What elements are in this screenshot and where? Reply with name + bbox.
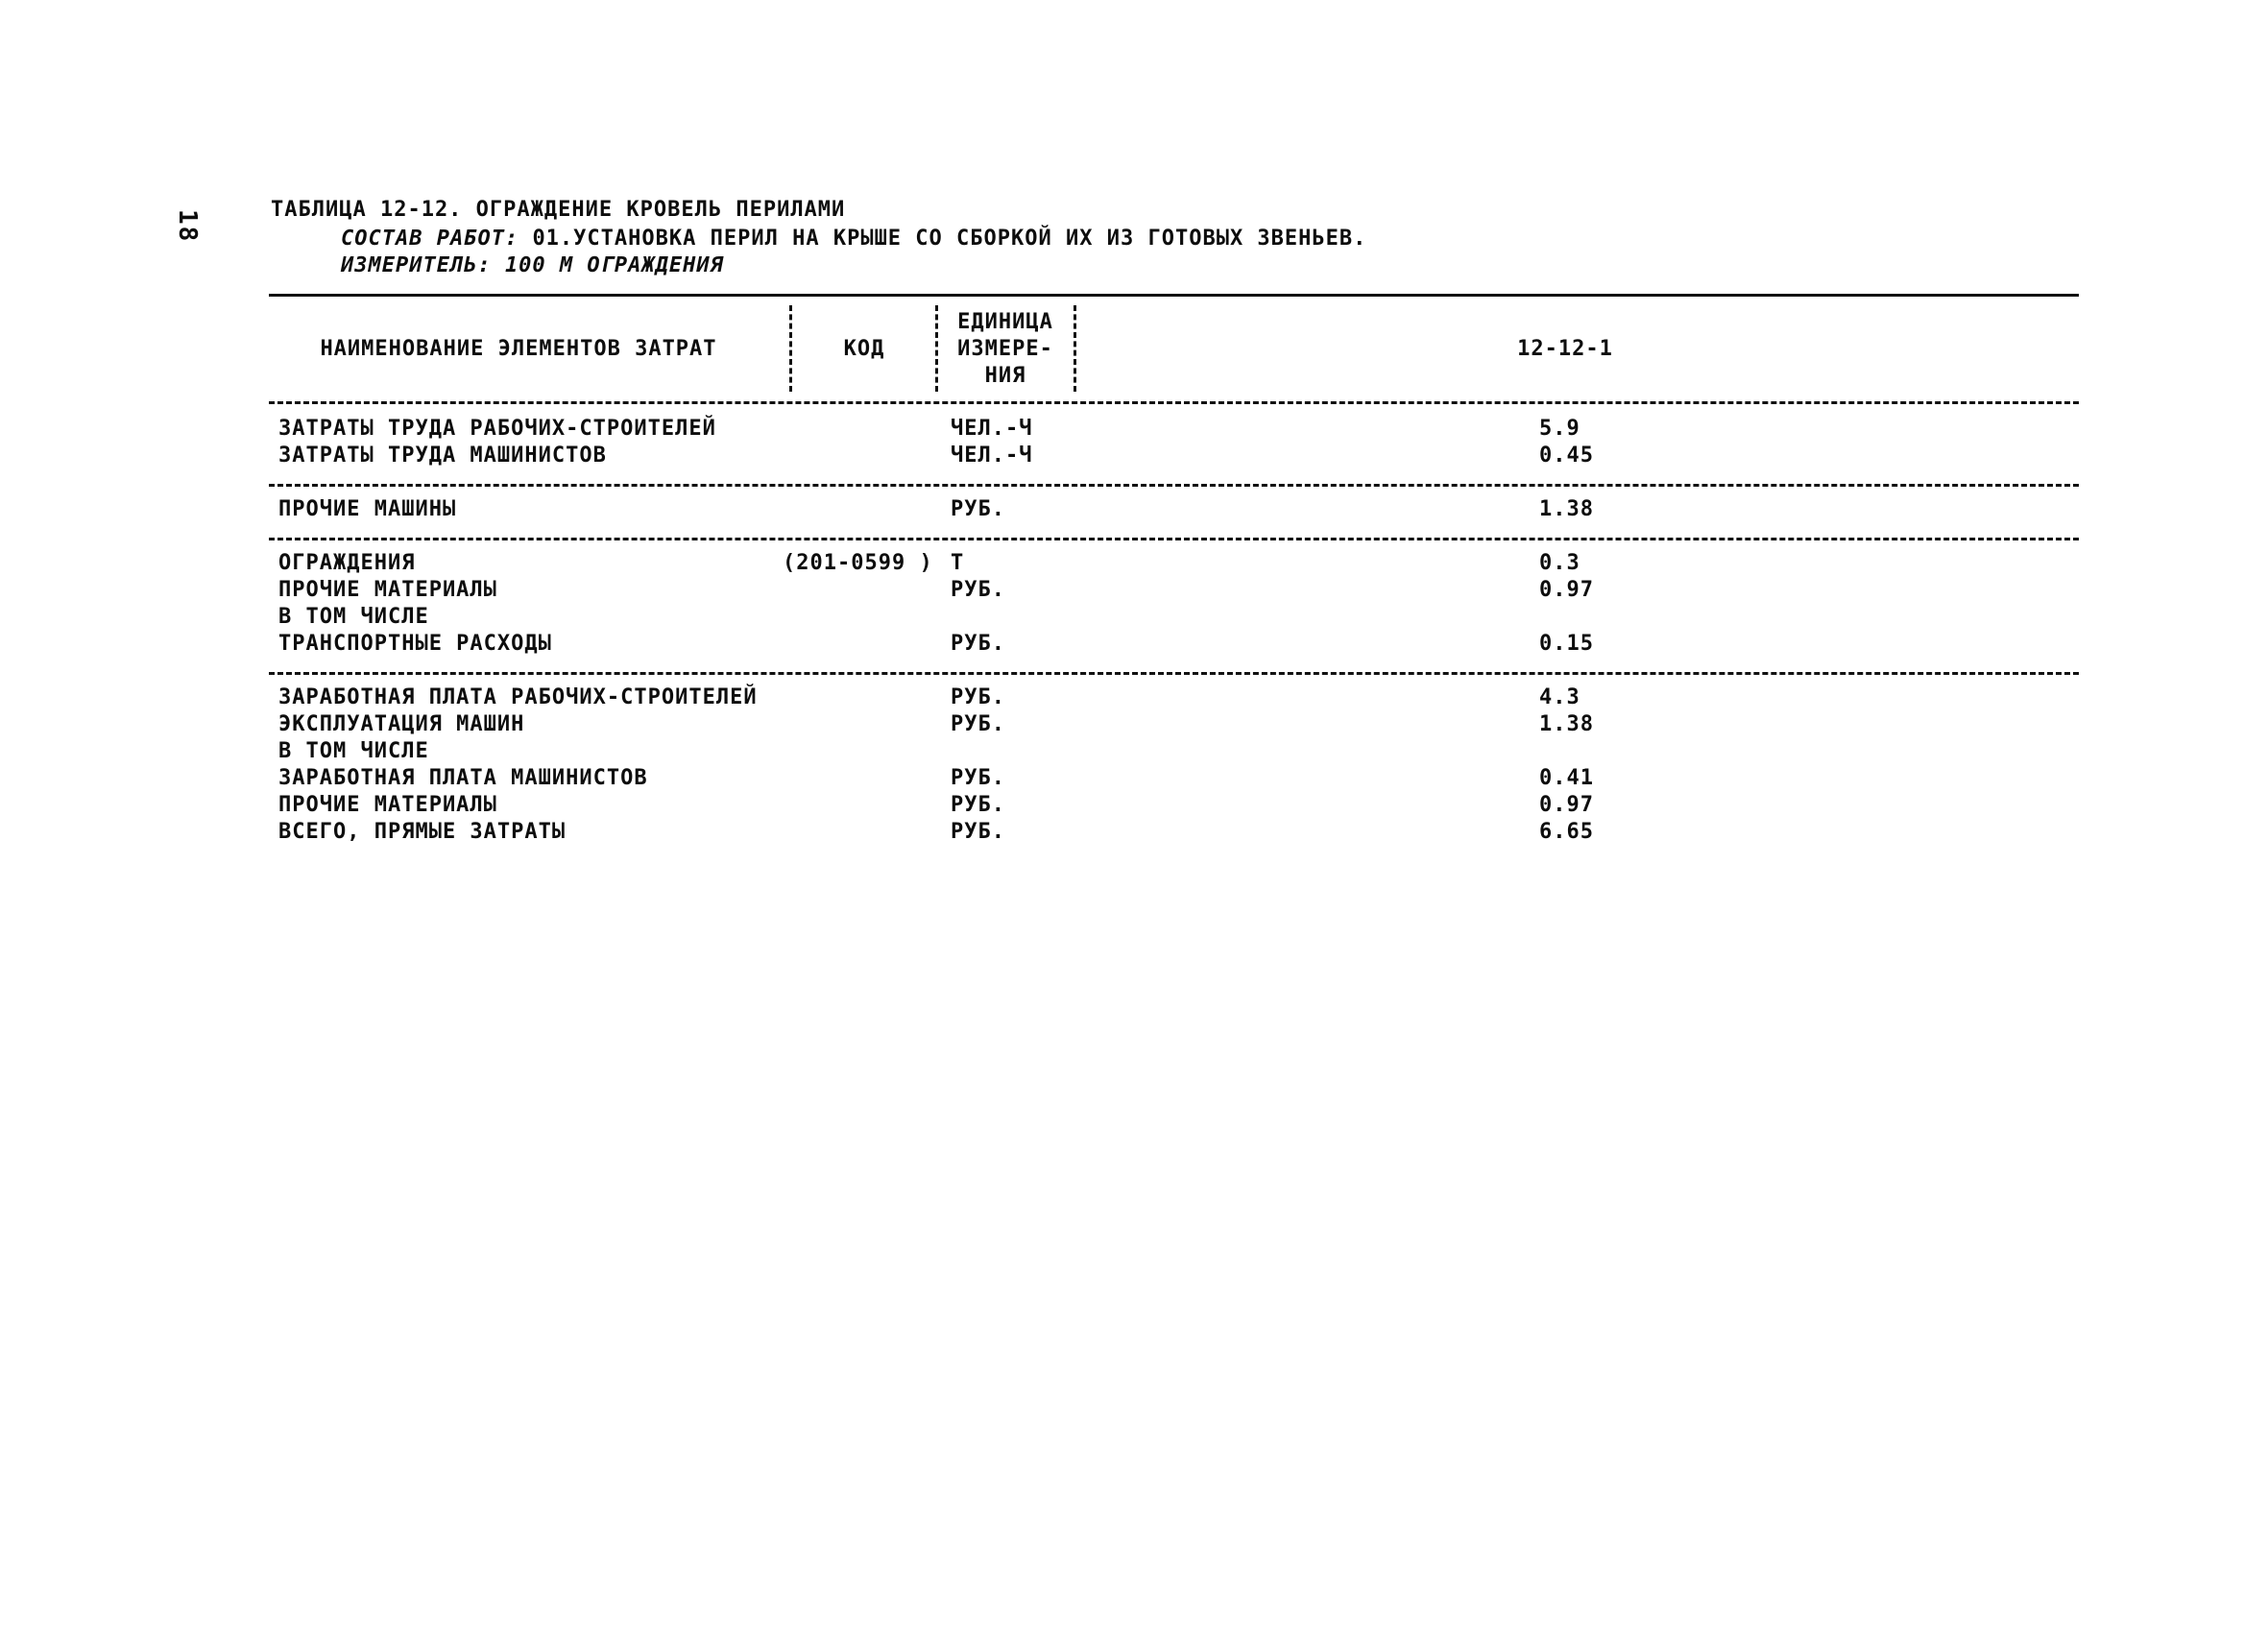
row-name: ПРОЧИЕ МАШИНЫ	[278, 497, 457, 521]
work-composition-text: 01.УСТАНОВКА ПЕРИЛ НА КРЫШЕ СО СБОРКОЙ ИХ ИЗ ГОТОВЫХ ЗВЕНЬЕВ.	[532, 227, 1367, 251]
row-value: 4.3	[1539, 685, 1580, 709]
group-separator	[269, 672, 2079, 675]
row-value: 6.65	[1539, 820, 1594, 844]
header-unit-line-2: ИЗМЕРЕ-	[957, 337, 1053, 361]
row-unit: РУБ.	[951, 632, 1005, 656]
row-value: 0.41	[1539, 766, 1594, 790]
row-name: ЭКСПЛУАТАЦИЯ МАШИН	[278, 712, 525, 736]
row-name: ОГРАЖДЕНИЯ	[278, 551, 416, 575]
row-unit: РУБ.	[951, 820, 1005, 844]
row-unit: РУБ.	[951, 497, 1005, 521]
row-value: 1.38	[1539, 712, 1594, 736]
row-value: 0.97	[1539, 578, 1594, 602]
header-top-rule	[269, 294, 2079, 297]
row-unit: РУБ.	[951, 766, 1005, 790]
header-value: 12-12-1	[1517, 337, 1613, 361]
header-divider	[1074, 305, 1076, 392]
row-name: ТРАНСПОРТНЫЕ РАСХОДЫ	[278, 632, 552, 656]
group-separator	[269, 538, 2079, 540]
row-unit: ЧЕЛ.-Ч	[951, 417, 1033, 441]
work-composition	[341, 227, 1366, 251]
header-name: НАИМЕНОВАНИЕ ЭЛЕМЕНТОВ ЗАТРАТ	[320, 337, 717, 361]
row-unit: РУБ.	[951, 712, 1005, 736]
row-name: ЗАРАБОТНАЯ ПЛАТА МАШИНИСТОВ	[278, 766, 648, 790]
row-unit: Т	[951, 551, 965, 575]
row-name: В ТОМ ЧИСЛЕ	[278, 739, 429, 763]
row-value: 5.9	[1539, 417, 1580, 441]
row-name: ЗАРАБОТНАЯ ПЛАТА РАБОЧИХ-СТРОИТЕЛЕЙ	[278, 685, 758, 709]
row-value: 0.97	[1539, 793, 1594, 817]
header-unit-line-1: ЕДИНИЦА	[957, 310, 1053, 334]
row-value: 1.38	[1539, 497, 1594, 521]
row-value: 0.3	[1539, 551, 1580, 575]
row-name: ПРОЧИЕ МАТЕРИАЛЫ	[278, 793, 497, 817]
header-unit-line-3: НИЯ	[984, 364, 1026, 388]
header-divider	[789, 305, 792, 392]
row-name: ЗАТРАТЫ ТРУДА МАШИНИСТОВ	[278, 444, 607, 468]
row-unit: РУБ.	[951, 793, 1005, 817]
row-value: 0.45	[1539, 444, 1594, 468]
measure-unit: ИЗМЕРИТЕЛЬ: 100 М ОГРАЖДЕНИЯ	[341, 253, 724, 277]
group-separator	[269, 484, 2079, 487]
header-divider	[935, 305, 938, 392]
header-bottom-rule	[269, 401, 2079, 404]
row-name: ЗАТРАТЫ ТРУДА РАБОЧИХ-СТРОИТЕЛЕЙ	[278, 417, 716, 441]
table-title: ТАБЛИЦА 12-12. ОГРАЖДЕНИЕ КРОВЕЛЬ ПЕРИЛАМИ	[271, 198, 846, 222]
work-composition-label: СОСТАВ РАБОТ:	[341, 227, 519, 251]
page-number: 18	[173, 209, 202, 244]
row-unit: ЧЕЛ.-Ч	[951, 444, 1033, 468]
header-code: КОД	[843, 337, 885, 361]
row-unit: РУБ.	[951, 685, 1005, 709]
row-value: 0.15	[1539, 632, 1594, 656]
row-name: ПРОЧИЕ МАТЕРИАЛЫ	[278, 578, 497, 602]
row-unit: РУБ.	[951, 578, 1005, 602]
row-name: ВСЕГО, ПРЯМЫЕ ЗАТРАТЫ	[278, 820, 567, 844]
row-name: В ТОМ ЧИСЛЕ	[278, 605, 429, 629]
row-code: (201-0599 )	[783, 551, 933, 575]
